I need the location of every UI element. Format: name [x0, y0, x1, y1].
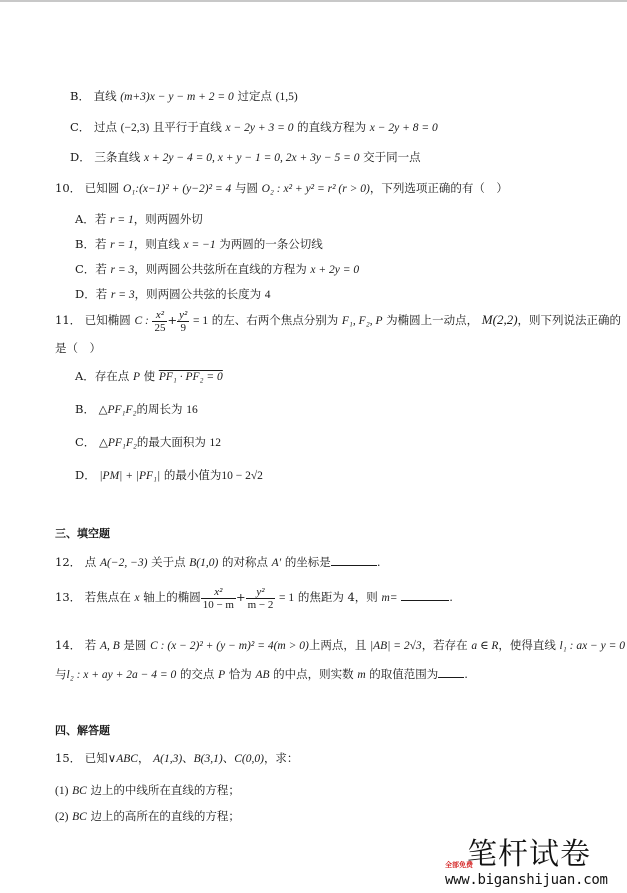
- math-variable: P: [218, 669, 226, 681]
- q11-stem-line2: [55, 340, 101, 356]
- option-text: ，则两圆公共弦所在直线的方程为: [134, 262, 307, 276]
- option-label: D．: [75, 468, 96, 482]
- q10-option-c: [75, 261, 359, 278]
- math-expression: l₂ : x + ay + 2a − 4 = 0: [66, 669, 177, 681]
- option-label: B．: [70, 89, 90, 103]
- question-text: 的取值范围为: [369, 667, 439, 681]
- punctuation: ，: [137, 751, 150, 765]
- q11-option-c: [75, 434, 221, 451]
- q10-option-a: [75, 211, 203, 228]
- math-variable: x: [134, 592, 140, 604]
- option-text: 存在点: [94, 369, 130, 383]
- q15-part1: [55, 782, 240, 799]
- page-top-border: [0, 0, 627, 2]
- fraction: [177, 309, 189, 334]
- option-text: 交于同一点: [363, 150, 421, 164]
- question-text: 已知: [84, 751, 108, 765]
- answer-blank[interactable]: [331, 556, 377, 566]
- q12: [55, 554, 380, 571]
- question-text: 的中点，则实数: [273, 667, 354, 681]
- math-variable: △PF₁F₂: [98, 437, 137, 449]
- question-text: 已知圆: [84, 181, 120, 195]
- fraction-numerator: y²: [246, 586, 276, 599]
- fraction-denominator: 10 − m: [202, 598, 234, 611]
- question-number: 15．: [55, 751, 82, 765]
- option-text: 且平行于直线: [152, 120, 222, 134]
- option-label: B．: [75, 402, 95, 416]
- question-text: 与: [55, 667, 67, 681]
- math-point: A′: [271, 557, 282, 569]
- question-number: 12．: [55, 555, 82, 569]
- math-point: C(0,0): [234, 753, 264, 765]
- option-label: A．: [75, 369, 95, 383]
- question-text: 的焦距为 4，则: [297, 590, 378, 604]
- option-text: 若: [94, 212, 107, 226]
- q13: 13． 若焦点在 x 轴上的椭圆 $\frac{\text{x²}}{10 - m}$ + $\frac{\text{y²}}{m - 2}$ = 1 的焦距为 4，则 m= .: [55, 585, 453, 611]
- question-text: ，若存在: [421, 638, 468, 652]
- punctuation: .: [464, 667, 468, 681]
- math-point: B(1,0): [189, 557, 219, 569]
- q11-option-d: [75, 467, 263, 484]
- math-expression: r = 1: [110, 239, 134, 251]
- q14-line2: [55, 666, 468, 683]
- math-value: 10 − 2√2: [221, 470, 263, 482]
- math-point: (−2,3): [120, 122, 150, 134]
- question-text: 的坐标是: [284, 555, 331, 569]
- question-text: ，求：: [263, 751, 299, 765]
- option-text: 的直线方程为: [297, 120, 367, 134]
- q15-stem: 15． 已知∨ABC， A(1,3)、B(3,1)、C(0,0)，求：: [55, 751, 299, 765]
- math-variable: m: [357, 669, 366, 681]
- option-text: 若: [94, 237, 107, 251]
- math-expression: l₁ : ax − y = 0: [559, 640, 626, 652]
- math-expression: O₁:(x−1)² + (y−2)² = 4: [122, 183, 232, 195]
- math-expression: x − 2y + 8 = 0: [369, 122, 438, 134]
- option-label: C．: [70, 120, 91, 134]
- fraction-denominator: m − 2: [247, 598, 274, 611]
- math-point: B(3,1): [193, 753, 223, 765]
- punctuation: .: [376, 555, 381, 569]
- q11-option-b: [75, 401, 198, 418]
- fraction-denominator: 9: [180, 321, 186, 334]
- answer-blank[interactable]: [438, 668, 464, 678]
- question-text: 与圆: [234, 181, 258, 195]
- question-text: 恰为: [228, 667, 252, 681]
- question-text: 上两点，且: [308, 638, 367, 652]
- option-text: ，则两圆外切: [133, 212, 203, 226]
- math-point: M(2,2): [481, 312, 518, 327]
- option-label: D．: [70, 150, 91, 164]
- question-text: 边上的中线所在直线的方程；: [90, 783, 240, 797]
- q9-option-c: [70, 119, 438, 136]
- fraction: [201, 586, 236, 611]
- question-text: ，使得直线: [498, 638, 556, 652]
- math-variable: A, B: [99, 640, 120, 652]
- math-point: A(1,3): [153, 753, 183, 765]
- math-value: 16: [186, 404, 198, 416]
- question-text: 轴上的椭圆: [143, 590, 201, 604]
- question-text: 若: [84, 638, 97, 652]
- option-label: A．: [75, 212, 95, 226]
- math-variable: BC: [72, 785, 87, 797]
- option-text: 使: [143, 369, 156, 383]
- math-expression: r = 3: [110, 264, 135, 276]
- watermark-free-badge: 全部免费: [445, 861, 473, 869]
- option-text: 若: [95, 287, 108, 301]
- option-text: 直线: [93, 89, 117, 103]
- option-label: D．: [75, 287, 96, 301]
- math-variable: AB: [255, 669, 270, 681]
- math-expression: r = 1: [109, 214, 134, 226]
- question-text: 关于点: [151, 555, 186, 569]
- math-variable: |PM| + |PF₁|: [99, 470, 161, 482]
- option-text: ，则两圆公共弦的长度为: [134, 287, 262, 301]
- math-variable: △PF₁F₂: [98, 404, 137, 416]
- math-expression: (m+3)x − y − m + 2 = 0: [120, 91, 234, 103]
- answer-blank[interactable]: [401, 591, 449, 601]
- math-expression: x + 2y − 4 = 0, x + y − 1 = 0, 2x + 3y − 5 = 0: [144, 152, 360, 164]
- punctuation: .: [449, 590, 453, 604]
- math-variable: BC: [72, 811, 87, 823]
- part-label: (1): [55, 785, 69, 797]
- option-text: 三条直线: [94, 150, 141, 164]
- question-number: 11．: [55, 313, 82, 327]
- section-heading-answer: 四、解答题: [55, 724, 110, 737]
- q10-option-b: [75, 236, 323, 253]
- question-number: 13．: [55, 590, 82, 604]
- question-text: 为椭圆上一动点，: [386, 313, 479, 327]
- watermark-url: www.biganshijuan.com: [445, 872, 608, 888]
- option-text: 的周长为: [136, 402, 183, 416]
- math-expression: x = −1: [183, 239, 216, 251]
- math-expression: = 1: [192, 315, 209, 327]
- q9-option-b: [70, 88, 298, 105]
- fraction: [152, 309, 167, 334]
- fraction-numerator: x²: [152, 309, 167, 322]
- question-text: 是圆: [123, 638, 147, 652]
- question-text: 的交点: [179, 667, 215, 681]
- math-expression: C :: [134, 315, 149, 327]
- option-text: 的最小值为: [163, 468, 222, 482]
- math-expression: x + 2y = 0: [310, 264, 360, 276]
- q11-stem-line1: 11． 已知椭圆 C : $\frac{\text{x²}}{25}$ + $\frac{\text{y²}}{9}$ = 1 的左、右两个焦点分别为 F₁, F₂, P 为椭圆上一动点， M(2,2)，则下列说法正确的: [55, 308, 622, 334]
- option-text: 过点: [93, 120, 117, 134]
- math-expression: C : (x − 2)² + (y − m)² = 4(m > 0): [150, 640, 309, 652]
- fraction: [246, 586, 276, 611]
- q10-option-d: [75, 286, 271, 303]
- question-text: 点: [84, 555, 97, 569]
- option-text: 为两圆的一条公切线: [219, 237, 323, 251]
- math-expression: r = 3: [110, 289, 135, 301]
- option-label: B．: [75, 237, 95, 251]
- q11-option-a: [75, 368, 223, 385]
- q10-stem: [55, 180, 508, 197]
- fraction-numerator: x²: [201, 586, 236, 599]
- option-text: 的最大面积为: [136, 435, 206, 449]
- math-variable: P: [132, 371, 140, 383]
- math-variable: m=: [381, 592, 398, 604]
- option-label: C．: [75, 435, 96, 449]
- math-expression: O₂ : x² + y² = r² (r > 0): [261, 183, 370, 195]
- q14-line1: [55, 637, 625, 654]
- math-expression: = 1: [279, 592, 295, 604]
- q15-part2: [55, 808, 240, 825]
- math-value: 4: [264, 289, 271, 301]
- math-expression: |AB| = 2√3: [369, 640, 422, 652]
- option-label: C．: [75, 262, 96, 276]
- watermark-logo: [443, 838, 627, 893]
- math-point: A(−2, −3): [99, 557, 148, 569]
- math-expression: F₁, F₂, P: [341, 315, 383, 327]
- option-text: 过定点: [237, 89, 272, 103]
- question-text: 是（ ）: [55, 341, 101, 355]
- question-number: 14．: [55, 638, 82, 652]
- fraction-numerator: y²: [179, 308, 188, 321]
- question-text: 若焦点在: [84, 590, 131, 604]
- option-text: 若: [95, 262, 107, 276]
- question-text: ，下列选项正确的有（ ）: [369, 181, 508, 195]
- math-expression: x − 2y + 3 = 0: [225, 122, 294, 134]
- question-text: 的左、右两个焦点分别为: [211, 313, 339, 327]
- option-text: ，则直线: [133, 237, 180, 251]
- math-expression: PF₁ · PF₂ = 0: [158, 371, 223, 383]
- watermark-title: 笔杆试卷: [467, 837, 591, 872]
- question-text: 边上的高所在的直线的方程；: [90, 809, 240, 823]
- math-expression: a ∈ R: [471, 640, 499, 652]
- question-text: ，则下列说法正确的: [517, 313, 622, 327]
- math-expression: ∨ABC: [107, 753, 138, 765]
- part-label: (2): [55, 811, 69, 823]
- q9-option-d: [70, 149, 421, 166]
- section-heading-fill-in: 三、填空题: [55, 527, 110, 540]
- question-text: 已知椭圆: [84, 313, 131, 327]
- fraction-denominator: 25: [154, 321, 166, 334]
- question-number: 10．: [55, 181, 82, 195]
- math-value: 12: [209, 437, 222, 449]
- question-text: 的对称点: [221, 555, 268, 569]
- math-point: (1,5): [275, 91, 298, 103]
